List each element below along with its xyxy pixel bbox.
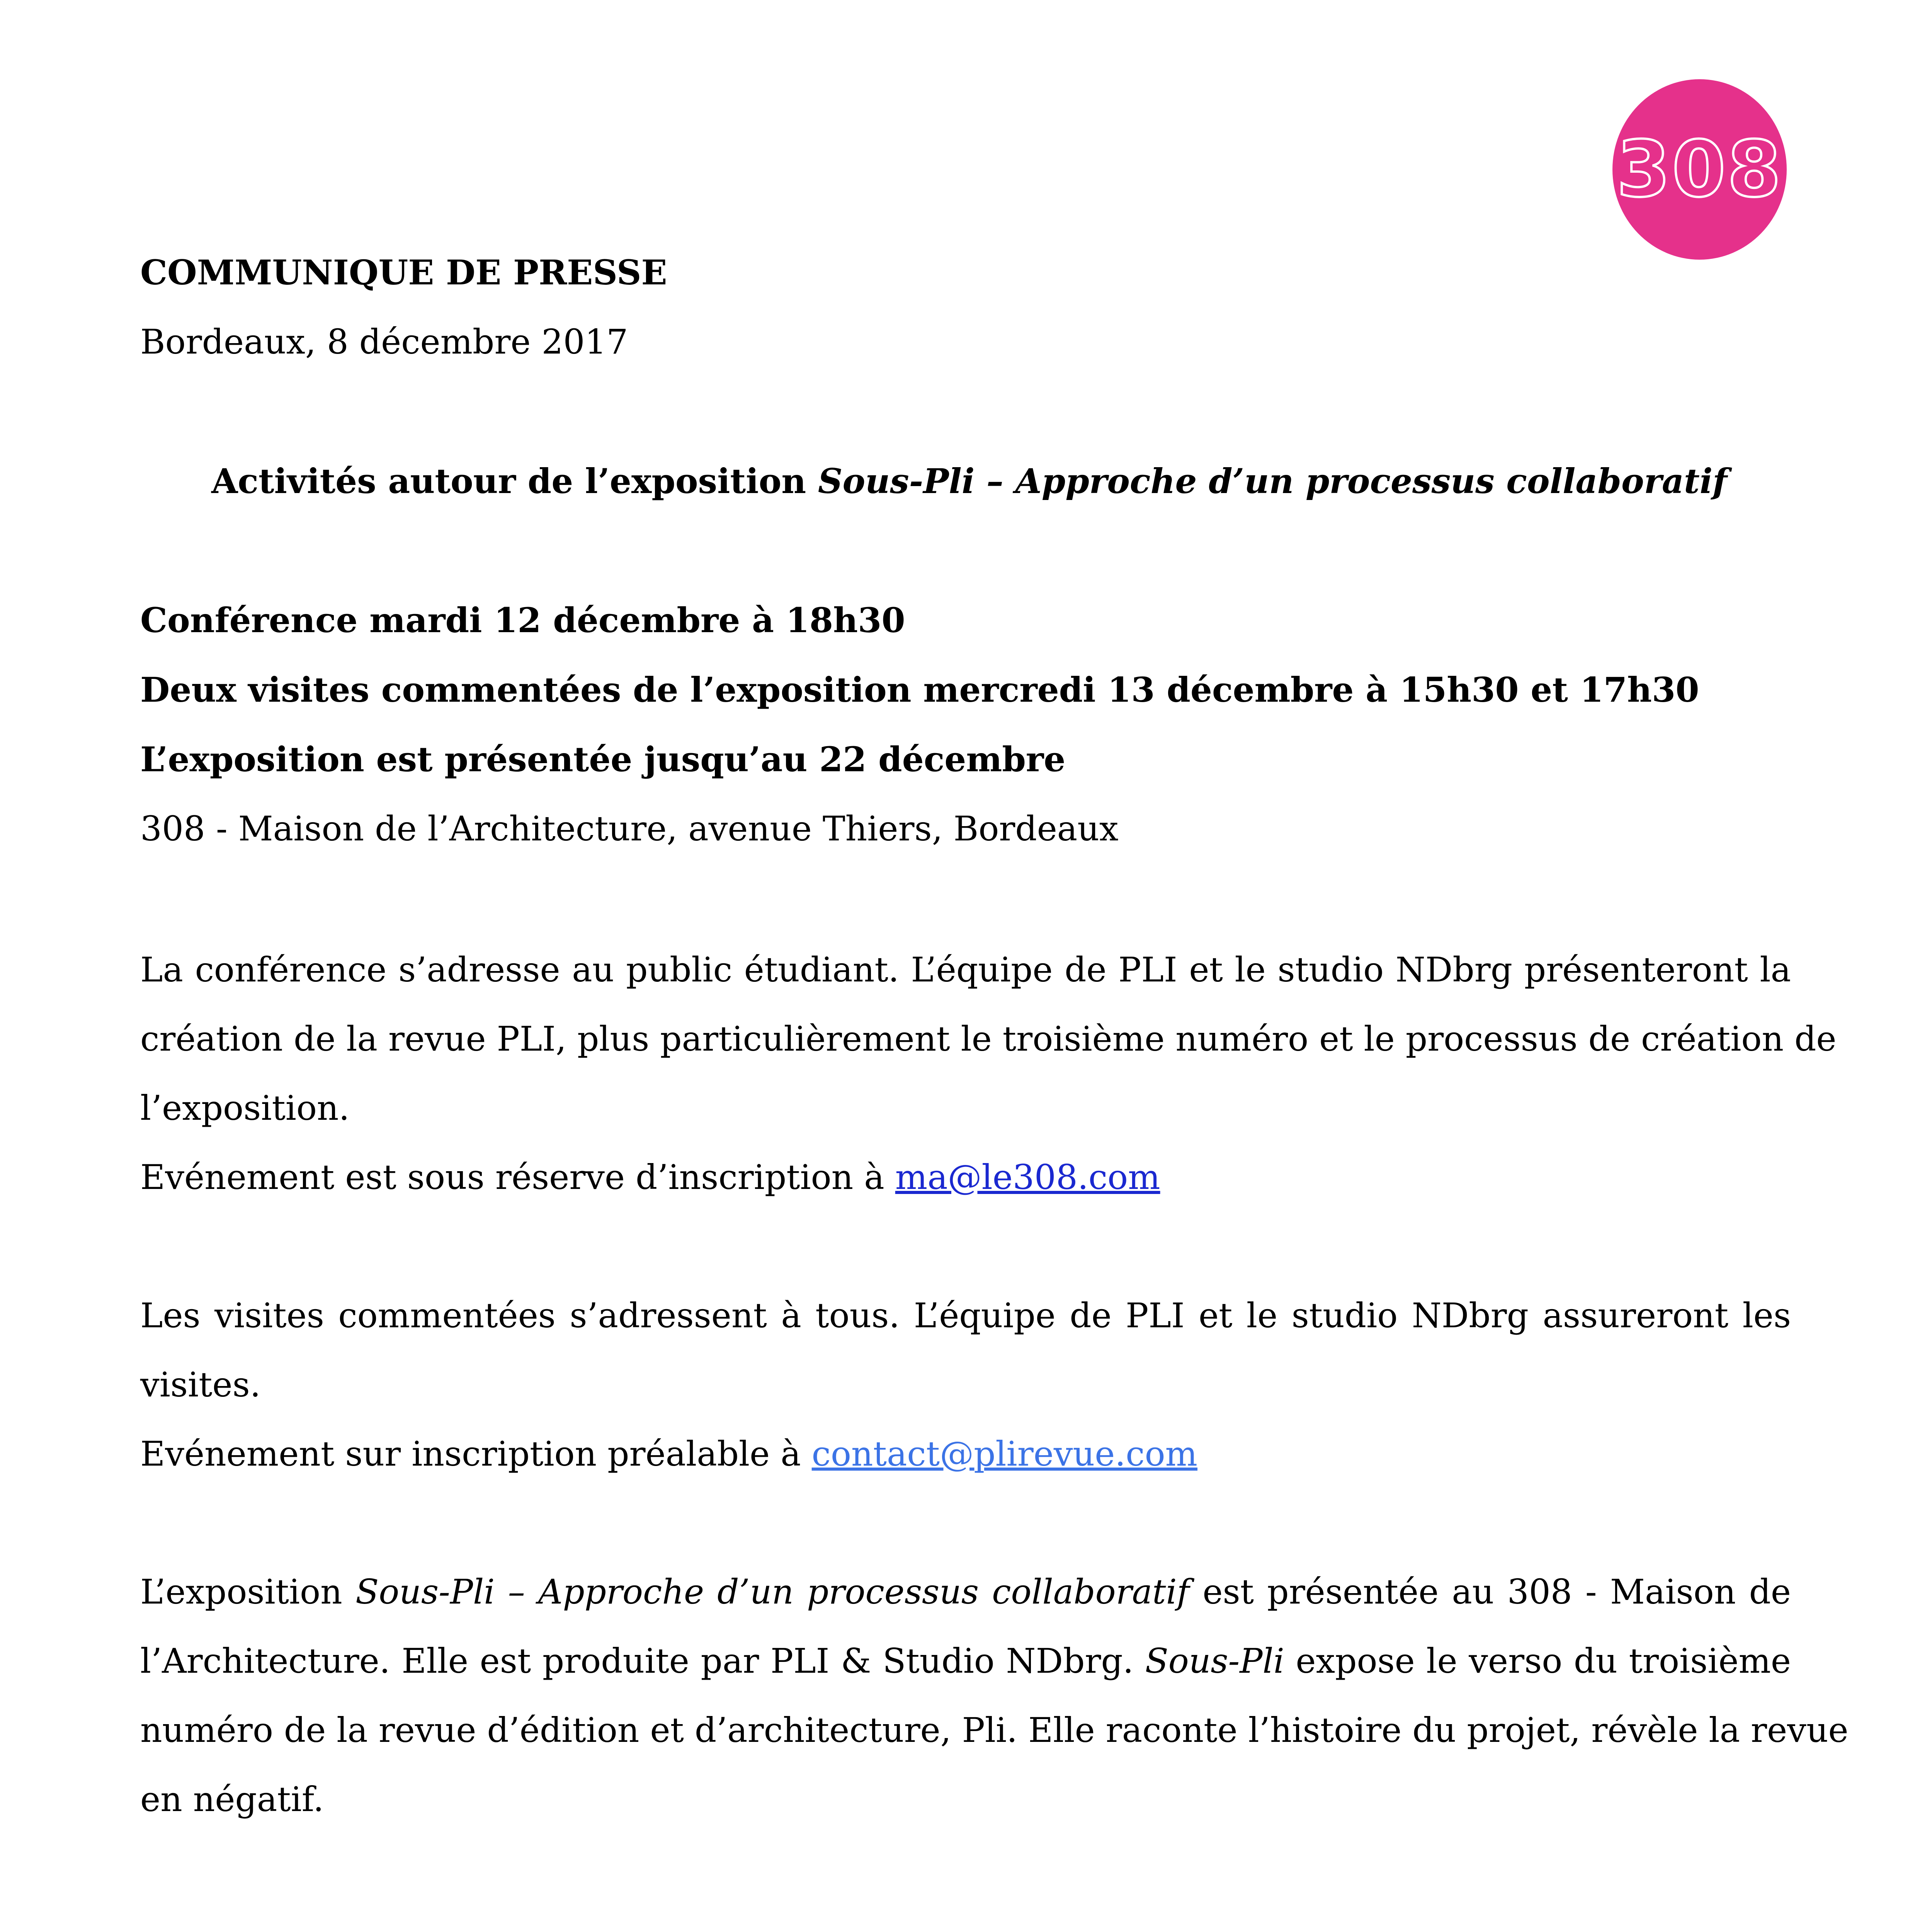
logo-308 (1612, 79, 1787, 260)
paragraph-line (140, 1626, 1791, 1696)
venue-address: 308 - Maison de l’Architecture, avenue Thiers, Bordeaux (140, 809, 1119, 849)
exhibition-name: Sous-Pli – Approche d’un processus collaboratif (355, 1572, 1190, 1612)
logo-308-text: 308 (1616, 124, 1783, 214)
guided-visits-date: Deux visites commentées de l’exposition mercredi 13 décembre à 15h30 et 17h30 (140, 670, 1699, 710)
place-date: Bordeaux, 8 décembre 2017 (140, 322, 628, 362)
paragraph-line: Les visites commentées s’adressent à tous. L’équipe de PLI et le studio NDbrg assureront les (140, 1296, 1791, 1335)
conference-paragraph (140, 935, 1837, 1212)
text: expose le verso du troisième (1284, 1641, 1791, 1681)
conference-registration (140, 1143, 1791, 1212)
visits-registration (140, 1419, 1791, 1488)
paragraph-line: l’exposition. (140, 1088, 350, 1128)
paragraph-line (140, 1557, 1791, 1626)
text: l’Architecture. Elle est produite par PLI & Studio NDbrg. (140, 1641, 1145, 1681)
paragraph-line: visites. (140, 1365, 261, 1405)
exhibition-end-date: L’exposition est présentée jusqu’au 22 décembre (140, 739, 1066, 779)
document-type: COMMUNIQUE DE PRESSE (140, 252, 667, 293)
title-exhibition-name: Sous-Pli – Approche d’un processus collaboratif (818, 461, 1727, 501)
paragraph-line: création de la revue PLI, plus particulièrement le troisième numéro et le processus de création de (140, 1019, 1837, 1059)
paragraph-line: La conférence s’adresse au public étudiant. L’équipe de PLI et le studio NDbrg présenteront la (140, 950, 1791, 990)
exhibition-paragraph (140, 1557, 1849, 1834)
paragraph-line: en négatif. (140, 1779, 324, 1819)
registration-text: Evénement est sous réserve d’inscription à (140, 1157, 895, 1197)
conference-date: Conférence mardi 12 décembre à 18h30 (140, 600, 905, 640)
visits-paragraph (140, 1281, 1791, 1488)
page-title (0, 462, 1932, 500)
paragraph-line: numéro de la revue d’édition et d’architecture, Pli. Elle raconte l’histoire du projet, révèle la revue (140, 1710, 1849, 1750)
visits-email-link[interactable]: contact@plirevue.com (811, 1434, 1197, 1474)
text: est présentée au 308 - Maison de (1189, 1572, 1791, 1612)
text: L’exposition (140, 1572, 356, 1612)
registration-text: Evénement sur inscription préalable à (140, 1434, 812, 1474)
conference-email-link[interactable]: ma@le308.com (895, 1157, 1160, 1197)
title-prefix: Activités autour de l’exposition (211, 461, 818, 501)
exhibition-name: Sous-Pli (1145, 1641, 1284, 1681)
